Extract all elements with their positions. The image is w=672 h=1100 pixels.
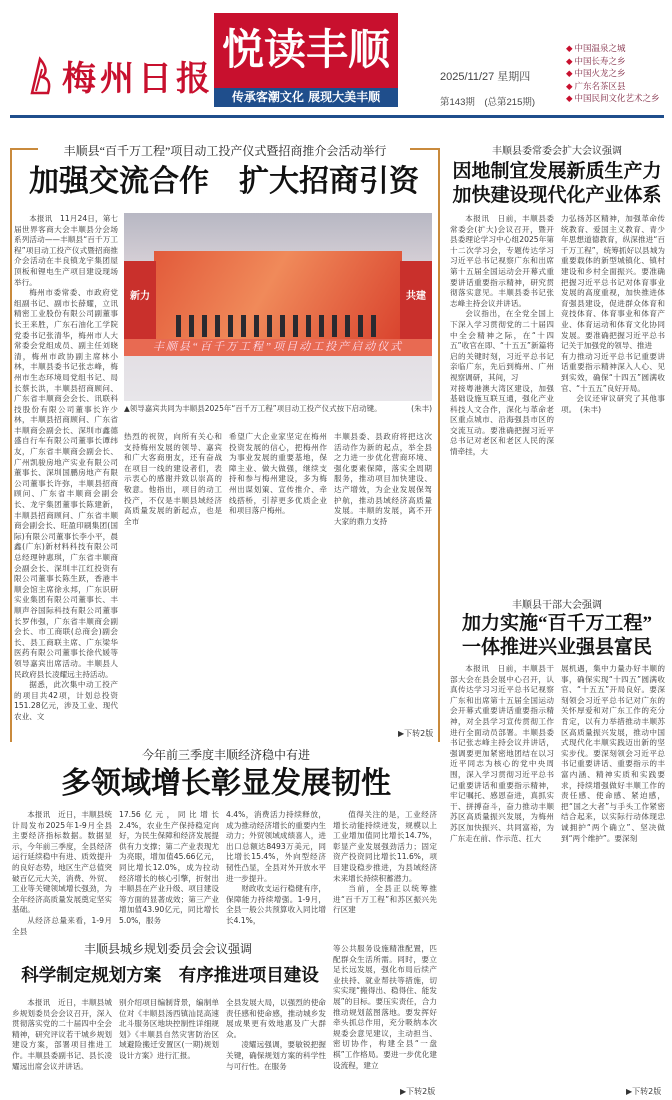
masthead-divider bbox=[10, 115, 664, 118]
economy-column-2 bbox=[119, 810, 219, 928]
paragraph: 据悉，此次集中动工投产的项目共42项，计划总投资151.28亿元，涉及工业、现代农业、文 bbox=[14, 680, 118, 721]
photo-right-text: 共建 bbox=[400, 261, 432, 339]
motto-item: ◆ 中国长寿之乡 bbox=[566, 55, 660, 68]
paragraph: 会议指出，在全党全国上下深入学习贯彻党的二十届四中全会精神之际，在“十四五”收官在即、“十五五”新篇将启的关键时刻，习近平总书记亲临广东，先后到梅州、广州视察调研，其间，习 bbox=[450, 309, 554, 382]
paragraph: 别介绍项目编制背景，编制单位对《丰顺县汤西镇汕昆高速北斗服务区地块控制性详细规划》《丰顺县自然灾害防治区域避险搬迁安置区(一期)规划设计方案》进行汇报。 bbox=[119, 998, 219, 1060]
economy-column-3 bbox=[226, 810, 326, 928]
motto-item: ◆ 中国火龙之乡 bbox=[566, 67, 660, 80]
paragraph: 力弘扬苏区精神，加强革命传统教育、爱国主义教育、青少年思想道德教育，纵深推进“百千万工程”，统筹抓好以县城为重要载体的新型城镇化、镇村建设和乡村全面振兴。要准确把握习近平总书记对体育事业发展的高度重视，加快推进体育强县建设，促进群众体育和竞技体育、体育事业和体育产业、体育运动和体育文化协同发展。要准确把握习近平总书记关于加强党的领导、推进 bbox=[561, 214, 665, 351]
paragraph: 全县发展大局，以强烈的使命责任感和使命感，推动城乡发展成果更有效地惠及广大群众。 bbox=[226, 998, 326, 1039]
planning-headline: 科学制定规划方案 有序推进项目建设 bbox=[21, 965, 319, 985]
committee-column-1 bbox=[450, 214, 554, 530]
lead-column-2 bbox=[124, 432, 222, 738]
lead-headline: 加强交流合作 扩大招商引资 bbox=[29, 165, 419, 198]
paragraph: 本报讯 日前，丰顺县委常委会(扩大)会议召开，暨开县委理论学习中心组2025年第十二次学习会，专题传达学习习近平总书记视察广东和出席第十五届全国运动会开幕式重要讲话重要指示精神，研究贯彻落实意见。丰顺县委书记张志峰主持会议并讲话。 bbox=[450, 214, 554, 308]
economy-column-1 bbox=[12, 810, 112, 936]
plum-flame-logo-icon bbox=[28, 55, 54, 95]
lead-column-4 bbox=[334, 432, 432, 718]
motto-item: ◆ 广东名茶区县 bbox=[566, 80, 660, 93]
economy-headline: 多领域增长彰显发展韧性 bbox=[61, 767, 391, 800]
paragraph: 丰顺县委、县政府将把这次活动作为新的起点，举全县之力进一步优化营商环境、强化要素保障，落实全周期服务，推动项目加快建设、达产增效，为企业发展保驾护航，推动县域经济高质量发展。丰顺的发展，离不开大家的鼎力支持 bbox=[334, 432, 432, 526]
continued-page-2-link[interactable]: ▶下转2版 bbox=[398, 729, 434, 738]
photo-left-text: 新力 bbox=[124, 261, 156, 339]
cadre-headline-1: 加力实施“百千万工程” bbox=[461, 613, 652, 634]
paragraph: 希望广大企业家坚定在梅州投资发展的信心，把梅州作为事业发展的重要基地，保障主业、做大做强，继续支持和参与梅州建设，多为梅州出谋划策、宣传推介、牵线搭桥，引荐更多优质企业和项目落户梅州。 bbox=[229, 432, 327, 516]
continued-page-2-link[interactable]: ▶下转2版 bbox=[626, 1087, 662, 1096]
committee-headline-2: 加快建设现代化产业体系 bbox=[452, 185, 662, 206]
lead-subtitle: 丰顺县“百千万工程”项目动工投产仪式暨招商推介会活动举行 bbox=[63, 144, 387, 158]
paragraph: 等公共服务设施精准配置，匹配群众生活所需。同时，要立足长远发展，强化布局后续产业扶持、就业帮扶等措施，切实实现“搬得出、稳得住、能发展”的目标。要压实责任，合力推动规划蓝图落地。要发挥好牵头抓总作用，充分吸纳本次规委会意见建议，主动担当、密切协作，构建全县“一盘棋”工作格局。要进一步优化建设流程，建立 bbox=[333, 944, 437, 1070]
motto-item: ◆ 中国民间文化艺术之乡 bbox=[566, 92, 660, 105]
issue-date: 2025/11/27 星期四 bbox=[440, 71, 531, 83]
committee-headline-1: 因地制宜发展新质生产力 bbox=[452, 161, 662, 182]
paragraph: 本报讯 近日，丰顺县统计局发布2025年1-9月全县主要经济指标数据。数据显示，今年前三季度，全县经济运行延续稳中有进、质效提升的良好态势，地区生产总值突破百亿元大关，消费、外贸、工业等关键领域增长强劲，为全年经济高质量发展奠定坚实基础。 bbox=[12, 810, 112, 915]
paragraph: 梅州市委常委、市政府党组副书记、副市长薛耀，立讯精密工业股份有限公司副董事长王来胜，广东石油化工学院党委书记张清华，梅州市人大常委会党组成员、副主任刘晓清，梅州市政协副主席林小林，丰顺县委书记张志峰，梅州市生态环境局党组书记、局长蔡长洪，丰顺县招商顾问、广东省丰顺商会会长、讯联科技股份有限公司董事长许少林，丰顺县招商顾问、广东省丰顺商会副会长、深圳市鑫德盛自行车有限公司董事长谭纬友，广东省丰顺商会副会长、广州凯骏房地产实业有限公司董事长、深圳国鹏房地产有限公司董事长许弥，丰顺县招商顾问、广东省丰顺商会副会长、龙宇集团董事长陈建新，丰顺县招商顾问、广东省丰顺商会副会长、旺盈印刷集团(国际)有限公司董事长李小平，晨鑫(广东)新材料科技有限公司总经理钟惠琪，广东省丰顺商会副会长、深圳丰江红投资有限公司董事长陈生跃，香港丰顺会馆主席徐永邦，广东识研实业集团有限公司董事长、丰顺声谷国际科技有限公司董事长罗伟强，广东省丰顺商会副会长、市工商联(总商会)副会长、县工商联主席、广东梁华医药有限公司董事长徐代媛等领导嘉宾出席活动。丰顺县人民政府县长凌耀远主持活动。 bbox=[14, 288, 118, 679]
lead-column-3 bbox=[229, 432, 327, 738]
committee-subtitle: 丰顺县委常委会扩大会议强调 bbox=[492, 146, 622, 157]
economy-column-4 bbox=[333, 810, 437, 928]
motto-item: ◆ 中国温泉之城 bbox=[566, 42, 660, 55]
frame-corner bbox=[10, 148, 38, 150]
economy-subtitle: 今年前三季度丰顺经济稳中有进 bbox=[141, 748, 310, 762]
ceremony-photo bbox=[124, 213, 432, 401]
caption-credit: (朱丰) bbox=[411, 404, 432, 413]
planning-column-3 bbox=[226, 998, 326, 1096]
caption-text: ▲领导嘉宾共同为丰顺县2025年“百千万工程”项目动工投产仪式按下启动键。 bbox=[124, 404, 382, 413]
paragraph: 有力推动习近平总书记重要讲话重要指示精神深入人心、见到实效，确保“十四五”圆满收官、“十五五”良好开局。 bbox=[561, 351, 665, 393]
committee-column-2 bbox=[561, 214, 665, 530]
planning-column-2 bbox=[119, 998, 219, 1096]
paragraph: 财政收支运行稳健有序，保障能力持续增强。1-9月，全县一般公共预算收入同比增长4.1%， bbox=[226, 884, 326, 925]
paragraph: 本报讯 日前，丰顺县干部大会在县会展中心召开，认真传达学习习近平总书记视察广东和出席第十五届全国运动会开幕式重要讲话重要指示精神，对全县学习宣传贯彻工作进行全面动员部署。丰顺县委书记张志峰主持会议并讲话，强调要更加紧密地团结在以习近平同志为核心的党中央周围，深入学习贯彻习近平总书记重要讲话和重要指示精神，牢记嘱托、感恩奋进，真抓实干、拼搏奋斗，奋力推动丰顺苏区高质量振兴发展，为梅州苏区加快振兴、共同富裕，为广东走在前、作示范、扛大 bbox=[450, 664, 554, 843]
frame-corner bbox=[410, 148, 438, 150]
paragraph: 展机遇，集中力量办好丰顺的事，确保实现“十四五”圆满收官、“十五五”开局良好。要深刻领会习近平总书记对广东的关怀厚爱和对广东工作的充分肯定，以有力举措推动丰顺苏区高质量振兴发展，推动中国式现代化丰顺实践迈出新的坚实步伐。要深刻领会习近平总书记重要讲话、重要指示的丰富内涵、精神实质和实践要求，持续增强做好丰顺工作的责任感、使命感、紧迫感，把“国之大者”与手头工作紧密结合起来，以实际行动体现忠诚拥护“两个确立”、坚决做到“两个维护”。要深刻 bbox=[561, 664, 665, 843]
photo-stage-banner: 丰顺县“百千万工程”项目动工投产启动仪式 bbox=[124, 339, 432, 356]
paragraph: 对接粤港澳大湾区建设，加强基础设施互联互通，强化产业科技人文合作，深化与革命老区重点城市、沿海强县市区的交流互动。要准确把握习近平总书记对老区和老区人民的深情牵挂，大 bbox=[450, 383, 554, 457]
paragraph: 4.4%，消费活力持续释放，成为推动经济增长的重要内生动力；外贸领域成绩喜人，进出口总额达8493万美元，同比增长15.4%，外向型经济韧性凸显，全县对外开放水平进一步提升。 bbox=[226, 810, 326, 883]
section-brand-box bbox=[214, 13, 398, 107]
cadre-subtitle: 丰顺县干部大会强调 bbox=[512, 600, 602, 611]
paragraph: 值得关注的是，工业经济增长动能持续迸发，规模以上工业增加值同比增长14.7%，彰显产业发展强劲活力；固定资产投资同比增长11.6%，项目建设稳步推进，为县域经济未来增长持续积蓄潜力。 bbox=[333, 810, 437, 883]
paragraph: 当前，全县正以统筹推进“百千万工程”和苏区振兴先行区建 bbox=[333, 884, 437, 915]
planning-column-4 bbox=[333, 944, 437, 1082]
continued-page-2-link[interactable]: ▶下转2版 bbox=[400, 1087, 436, 1096]
paragraph: 从经济总量来看，1-9月全县 bbox=[12, 915, 112, 936]
paragraph: 17.56亿元，同比增长2.4%，农业生产保持稳定向好，为民生保障和经济发展提供有力支撑；第二产业表现尤为亮眼，增加值45.66亿元，同比增长12.0%，成为拉动经济增长的核心引擎，折射出丰顺县在产业升级、项目建设等方面的显著成效；第三产业增加值43.90亿元，同比增长5.0%，服务 bbox=[119, 810, 219, 925]
paragraph: 会议还审议研究了其他事项。 (朱丰) bbox=[561, 394, 665, 414]
cadre-column-1 bbox=[450, 664, 554, 1094]
cadre-column-2 bbox=[561, 664, 665, 1078]
newspaper-logo bbox=[28, 50, 214, 100]
paragraph: 本报讯 近日，丰顺县城乡规划委员会会议召开，深入贯彻落实党的二十届四中全会精神，研究评议若干城乡规划建设方案，部署项目推进工作。丰顺县委副书记、县长凌耀远出席会议并讲话。 bbox=[12, 998, 112, 1071]
county-mottos bbox=[566, 42, 660, 105]
brand-title: 悦读丰顺 bbox=[221, 25, 390, 74]
issue-number: 第143期 (总第215期) bbox=[440, 97, 536, 108]
lead-column-1 bbox=[14, 214, 118, 740]
paragraph: 热烈的祝贺，向所有关心和支持梅州发展的领导、嘉宾和广大客商朋友，还有奋战在项目一线的建设者们，表示衷心的感谢并致以崇高的敬意。他指出，项目的动工投产，不仅是丰顺县域经济高质量发展的新起点，也是全市 bbox=[124, 432, 222, 526]
paragraph: 本报讯 11月24日，第七届世界客商大会丰顺县分会场系列活动——丰顺县“百千万工程”项目动工投产仪式暨招商推介会活动在丰良镇龙宇集团屋顶板和锂电生产项目建设现场举行。 bbox=[14, 214, 118, 287]
logo-text: 梅州日报 bbox=[62, 60, 214, 98]
planning-column-1 bbox=[12, 998, 112, 1096]
paragraph: 凌耀远强调，要敏锐把握关键，确保规划方案的科学性与可行性。在服务 bbox=[226, 1040, 326, 1071]
brand-slogan: 传承客潮文化 展现大美丰顺 bbox=[214, 88, 398, 107]
cadre-headline-2: 一体推进兴业强县富民 bbox=[461, 637, 652, 658]
planning-subtitle: 丰顺县城乡规划委员会会议强调 bbox=[83, 942, 252, 956]
photo-caption bbox=[124, 404, 432, 413]
